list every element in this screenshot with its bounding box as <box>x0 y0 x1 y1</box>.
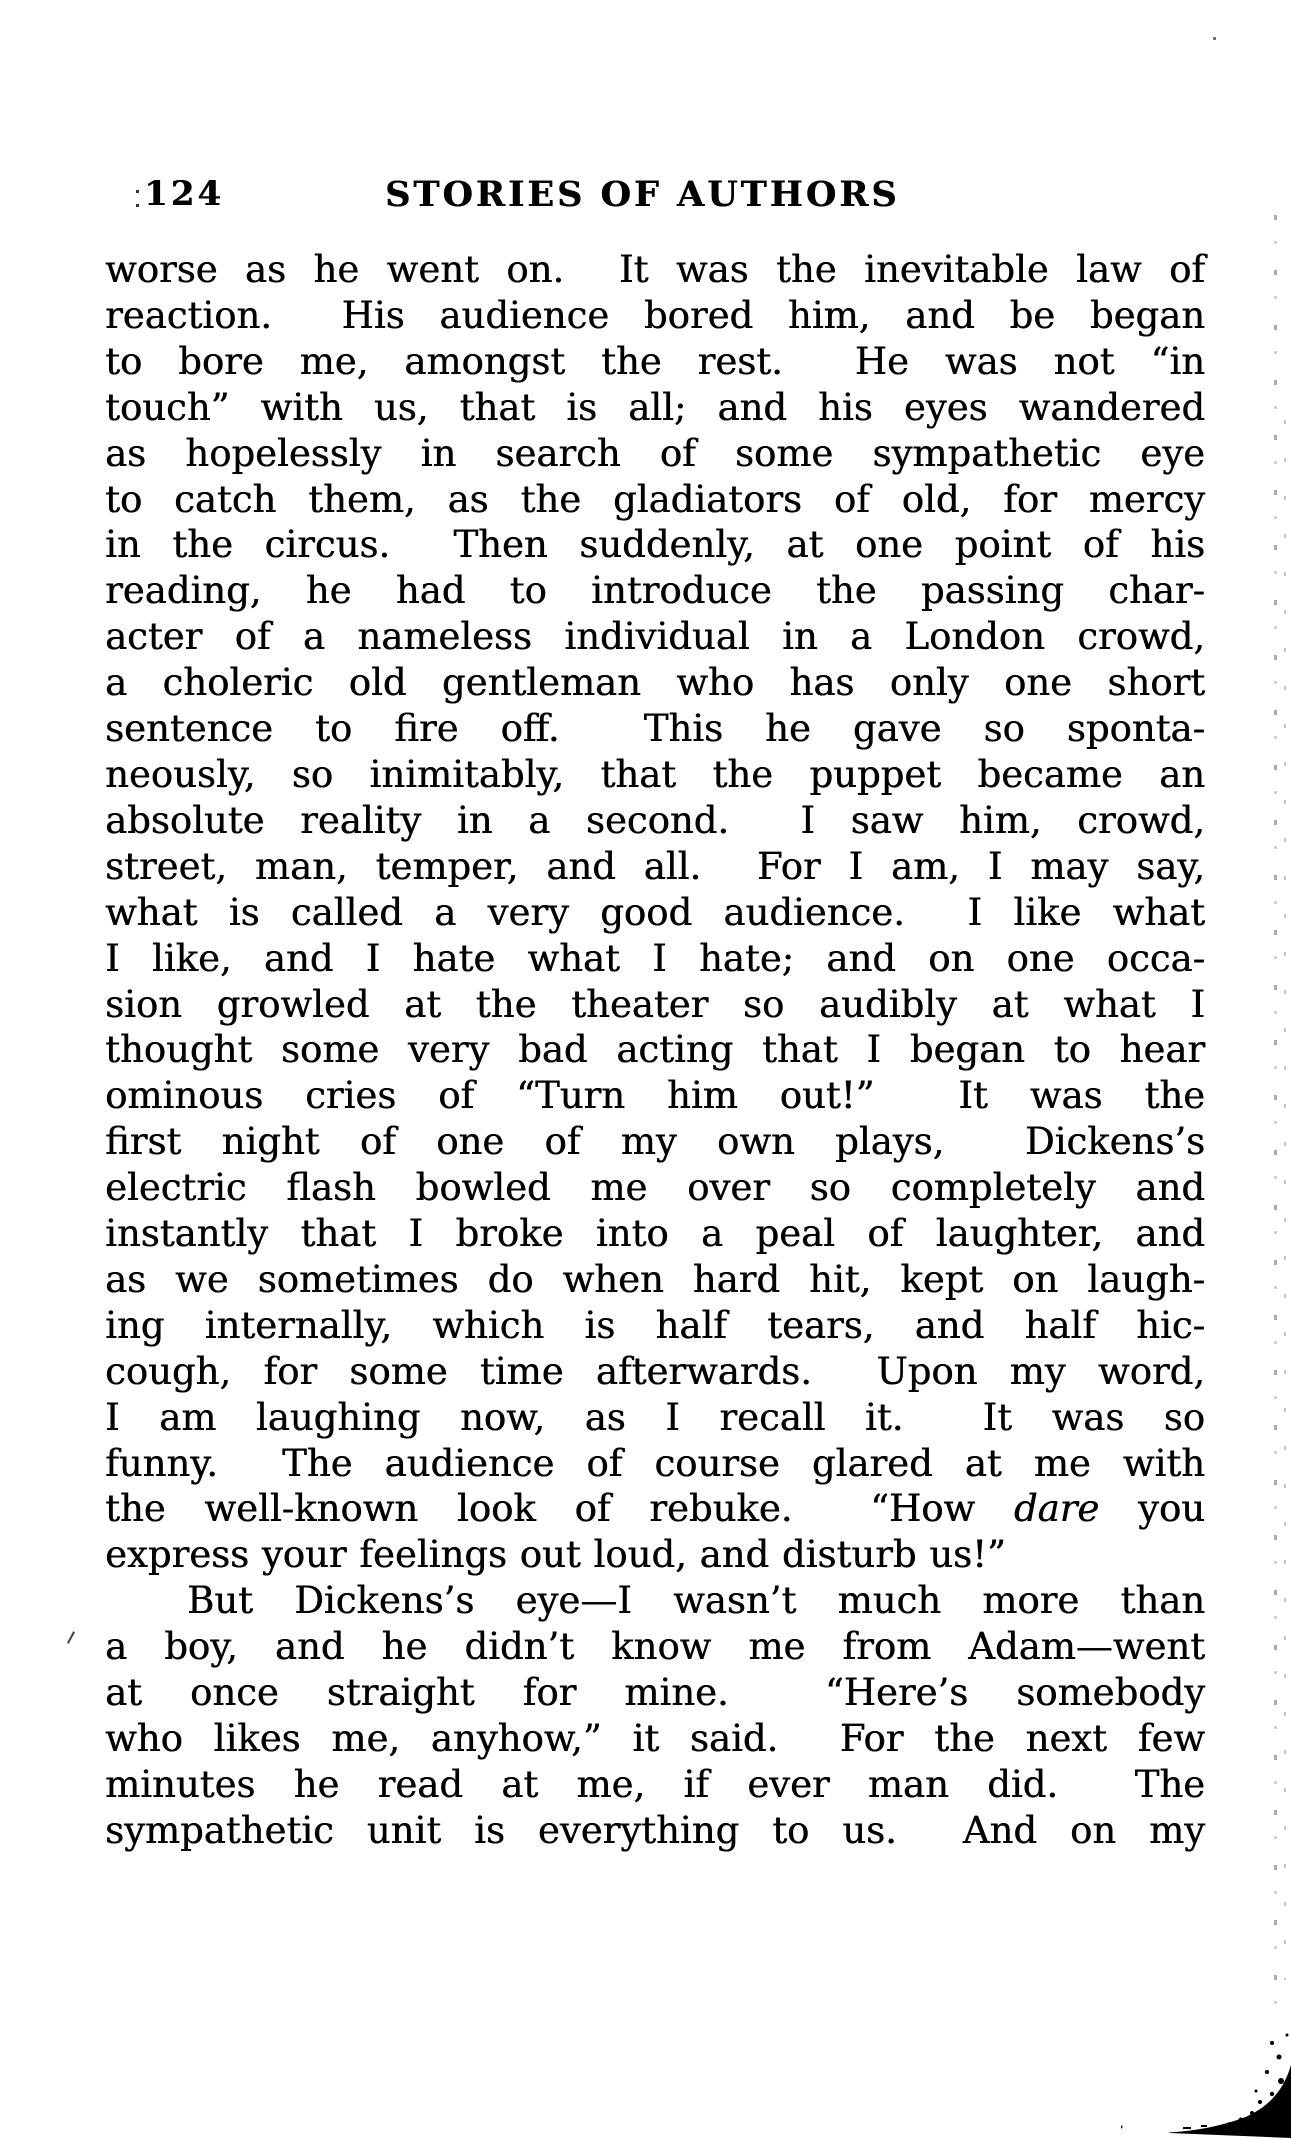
text-line <box>105 844 1205 890</box>
text-line <box>105 660 1205 706</box>
text-line <box>105 1624 1205 1670</box>
text-line <box>105 1578 1205 1624</box>
text-line <box>105 936 1205 982</box>
text-segment: a boy, and he didn’t know me from Adam—went <box>105 1625 1205 1669</box>
text-line <box>105 1349 1205 1395</box>
text-line <box>105 1395 1205 1441</box>
text-segment: street, man, temper, and all. For I am, I may say, <box>105 844 1205 888</box>
text-line <box>105 1073 1205 1119</box>
text-segment: absolute reality in a second. I saw him, crowd, <box>105 798 1205 842</box>
scan-noise-right-edge <box>1274 215 1277 2030</box>
text-line <box>105 247 1205 293</box>
text-line <box>105 890 1205 936</box>
text-line <box>105 982 1205 1028</box>
text-segment: as we sometimes do when hard hit, kept on laugh- <box>105 1257 1205 1301</box>
text-segment: reaction. His audience bored him, and be began <box>105 293 1205 337</box>
page-number: 124 <box>144 174 224 214</box>
text-segment: sentence to fire off. This he gave so sponta- <box>105 707 1205 751</box>
text-segment: I like, and I hate what I hate; and on one occa- <box>105 936 1205 980</box>
text-segment: a choleric old gentleman who has only one short <box>105 661 1205 705</box>
text-segment: electric flash bowled me over so completely and <box>105 1166 1205 1210</box>
text-line <box>105 1716 1205 1762</box>
text-line <box>105 1027 1205 1073</box>
text-line <box>105 1762 1205 1808</box>
text-segment: as hopelessly in search of some sympathetic eye <box>105 431 1205 475</box>
text-line <box>105 477 1205 523</box>
text-line <box>105 431 1205 477</box>
text-segment: what is called a very good audience. I like what <box>105 890 1205 934</box>
text-segment: sympathetic unit is everything to us. And on my <box>105 1808 1205 1852</box>
text-segment: to catch them, as the gladiators of old, for mercy <box>105 477 1205 521</box>
body-text <box>105 247 1205 1854</box>
text-segment: touch” with us, that is all; and his eyes wandered <box>105 385 1205 429</box>
scan-speck <box>136 190 139 193</box>
text-segment: first night of one of my own plays, Dickens’s <box>105 1120 1205 1164</box>
text-segment: neously, so inimitably, that the puppet became an <box>105 752 1205 796</box>
italic-word: dare <box>1013 1487 1100 1531</box>
text-segment: to bore me, amongst the rest. He was not “in <box>105 339 1205 383</box>
text-segment: sion growled at the theater so audibly at what I <box>105 982 1205 1026</box>
text-line <box>105 614 1205 660</box>
text-line <box>105 1211 1205 1257</box>
text-segment: worse as he went on. It was the inevitable law of <box>105 248 1205 291</box>
text-line <box>105 706 1205 752</box>
text-segment: thought some very bad acting that I began to hear <box>105 1028 1205 1072</box>
scan-speck <box>1213 37 1216 40</box>
text-line <box>105 1532 1205 1578</box>
text-line <box>105 798 1205 844</box>
text-segment: funny. The audience of course glared at me with <box>105 1441 1205 1485</box>
text-line <box>105 752 1205 798</box>
scan-noise-right-edge-2 <box>1284 420 1286 1980</box>
text-line <box>105 1441 1205 1487</box>
scan-speck <box>67 1631 75 1643</box>
text-segment: the well-known look of rebuke. “How <box>105 1487 1014 1531</box>
text-segment: express your feelings out loud, and disturb us!” <box>105 1533 1006 1577</box>
text-line <box>105 1119 1205 1165</box>
scan-noise-corner-blob <box>1121 2023 1291 2138</box>
text-segment: at once straight for mine. “Here’s somebody <box>105 1671 1205 1715</box>
text-line <box>105 1165 1205 1211</box>
text-segment: I am laughing now, as I recall it. It was so <box>105 1395 1205 1439</box>
text-segment: ominous cries of “Turn him out!” It was the <box>105 1074 1205 1118</box>
running-title: STORIES OF AUTHORS <box>385 174 900 215</box>
text-segment: instantly that I broke into a peal of laughter, and <box>105 1212 1205 1256</box>
text-line <box>105 1670 1205 1716</box>
text-segment: minutes he read at me, if ever man did. The <box>105 1762 1205 1806</box>
text-segment: acter of a nameless individual in a London crowd, <box>105 615 1205 659</box>
text-line <box>105 568 1205 614</box>
text-segment: cough, for some time afterwards. Upon my word, <box>105 1349 1205 1393</box>
text-line <box>105 1257 1205 1303</box>
text-line <box>105 1486 1205 1532</box>
text-line <box>105 1808 1205 1854</box>
text-segment: in the circus. Then suddenly, at one point of his <box>105 523 1205 567</box>
text-segment: But Dickens’s eye—I wasn’t much more than <box>187 1579 1205 1623</box>
text-line <box>105 522 1205 568</box>
text-line <box>105 1303 1205 1349</box>
text-line <box>105 385 1205 431</box>
text-segment: reading, he had to introduce the passing char- <box>105 569 1205 613</box>
text-segment: ing internally, which is half tears, and half hic- <box>105 1303 1205 1347</box>
text-line <box>105 293 1205 339</box>
text-segment: you <box>1099 1487 1205 1531</box>
text-segment: who likes me, anyhow,” it said. For the next few <box>105 1717 1205 1760</box>
text-line <box>105 339 1205 385</box>
